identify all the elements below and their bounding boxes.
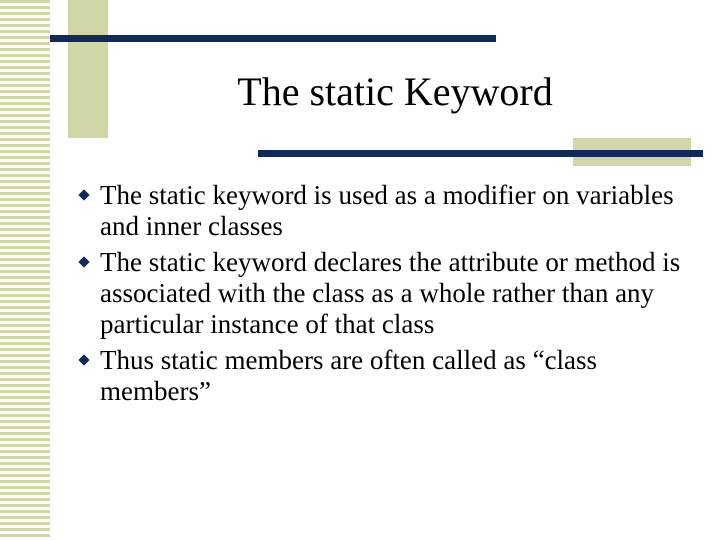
slide-title: The static Keyword — [237, 69, 553, 114]
diamond-bullet-icon — [78, 189, 89, 200]
bullet-text: The static keyword is used as a modifier on variables and inner classes — [100, 180, 674, 241]
diamond-bullet-icon — [78, 256, 89, 267]
diamond-bullet-icon — [78, 354, 89, 365]
bullet-text: Thus static members are often called as “class members” — [100, 345, 598, 406]
bullet-item — [80, 180, 690, 242]
navy-accent-bar-middle — [258, 150, 703, 157]
olive-accent-block-top — [68, 0, 108, 138]
bullet-list — [80, 180, 690, 412]
navy-accent-bar-top — [50, 35, 496, 42]
striped-decoration-band — [0, 0, 50, 540]
bullet-item — [80, 345, 690, 407]
bullet-text: The static keyword declares the attribute or method is associated with the class as a whole rather than any particular instance of that class — [100, 247, 681, 339]
bullet-item — [80, 247, 690, 340]
